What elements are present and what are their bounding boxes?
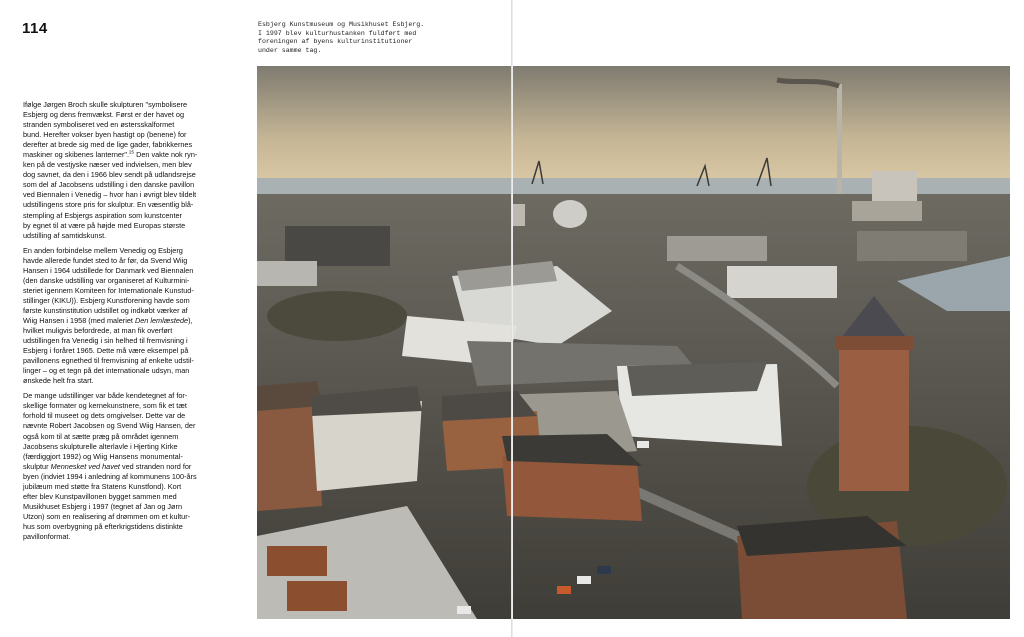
text-line: dog savnet, da den i 1966 blev sendt på udlandsrejse <box>23 170 196 180</box>
text-fragment: ), <box>188 315 193 325</box>
text-line: Esbjerg i foråret 1965. Dette må være eksempel på <box>23 346 189 356</box>
text-line: Hansen i 1964 udstillede for Danmark ved Biennalen <box>23 265 194 275</box>
apartment-block <box>257 261 317 286</box>
carport <box>287 581 347 611</box>
text-line-with-title <box>23 462 221 472</box>
car <box>637 441 649 448</box>
text-line: En anden forbindelse mellem Venedig og Esbjerg <box>23 245 183 255</box>
industrial-building <box>857 231 967 261</box>
paragraph-1 <box>23 100 221 241</box>
text-line-with-footnote <box>23 150 221 160</box>
paragraph-3 <box>23 391 221 542</box>
aerial-photo-illustration <box>257 66 1010 619</box>
text-line: stempling af Esbjergs aspiration som kunstcenter <box>23 210 182 220</box>
trees <box>267 291 407 341</box>
text-fragment: ved stranden nord for <box>119 461 192 471</box>
text-line: steriet igennem Komiteen for Internationale Kunstud- <box>23 285 194 295</box>
body-text <box>23 100 221 547</box>
caption-line: under samme tag. <box>258 46 322 54</box>
text-line: skellige formater og kernekunstnere, som fik et tæt <box>23 401 187 411</box>
car <box>457 606 471 614</box>
storage-tank <box>511 204 525 226</box>
text-line: ved Biennalen i Venedig – hvor han i øvrigt blev tildelt <box>23 190 197 200</box>
power-station-chimney <box>837 84 842 194</box>
water-tower-top <box>835 336 913 350</box>
text-fragment: skulptur <box>23 461 51 471</box>
caption-line: foreningen af byens kulturinstitutioner <box>258 38 413 46</box>
carport <box>267 546 327 576</box>
artwork-title: Den lemlæstede <box>134 315 189 325</box>
text-line: Esbjerg og dens fremvækst. Først er der havet og <box>23 110 185 120</box>
page-gutter <box>511 0 513 637</box>
brick-villa <box>502 456 642 521</box>
text-line: Ifølge Jørgen Broch skulle skulpturen "symbolisere <box>23 100 187 109</box>
text-line: hvilket muligvis befordrede, at man fik overført <box>23 326 173 336</box>
text-line: udstilling af samtidskunst. <box>23 230 107 240</box>
sky <box>257 66 1010 186</box>
text-fragment: Den vakte nok ryn- <box>136 150 198 160</box>
text-line: udstillingen fra Venedig i sin helhed til fremvisning i <box>23 336 188 346</box>
aerial-photo <box>257 66 1010 619</box>
warehouse <box>667 236 767 261</box>
warehouse <box>727 266 837 298</box>
text-line: pavillonens egnethed til fremvisning af enkelte udstil- <box>23 356 194 366</box>
text-line: forhold til museet og dets omgivelser. Dette var de <box>23 411 186 421</box>
text-line: (den danske udstilling var organiseret af Kulturmini- <box>23 275 190 285</box>
text-line: jubilæum med støtte fra Statens Kunstfond). Kort <box>23 481 182 491</box>
text-line: ken på de vestjyske næser ved indvielsen, men blev <box>23 160 192 170</box>
text-line: linger – og et tegn på det internationale udsyn, man <box>23 366 190 376</box>
artwork-title: Mennesket ved havet <box>50 461 120 471</box>
text-line: by egnet til at være på højde med Europas største <box>23 220 186 230</box>
footnote-marker: 25 <box>129 149 135 155</box>
text-line: ønskede helt fra start. <box>23 376 94 386</box>
text-line: De mange udstillinger var både kendetegnet af for- <box>23 391 188 401</box>
text-line: havde allerede fundet sted to år før, da Svend Wiig <box>23 255 188 265</box>
paragraph-2 <box>23 246 221 387</box>
photo-caption <box>258 21 438 55</box>
text-line: hus som overbygning på efterkrigstidens distinkte <box>23 521 183 531</box>
office-building <box>285 226 390 266</box>
car <box>557 586 571 594</box>
water-tower <box>839 341 909 491</box>
text-line: derefter at brede sig med de lige gader, fabrikkernes <box>23 140 193 150</box>
text-line: udstillingens store pris for skulptur. En væsentlig blå- <box>23 200 194 210</box>
text-line-with-title <box>23 316 221 326</box>
text-line: bund. Herefter vokser byen hastigt op (benene) for <box>23 130 187 140</box>
music-house-roof <box>627 362 767 396</box>
text-line: første kunstinstitution udstillet og indkøbt værker af <box>23 305 188 315</box>
text-line: byen (indviet 1994 i anledning af kommunens 100-års <box>23 471 197 481</box>
storage-tank <box>553 200 587 228</box>
text-line: nævnte Robert Jacobsen og Svend Wiig Hansen, der <box>23 421 196 431</box>
text-line: pavillonformat. <box>23 531 71 541</box>
text-line: stranden symboliseret ved en østersskalformet <box>23 120 175 130</box>
page-number: 114 <box>22 20 48 37</box>
text-fragment: maskiner og skibenes lanterner". <box>23 150 130 160</box>
text-line: (færdiggjort 1992) og Wiig Hansens monumental- <box>23 451 183 461</box>
text-line: Musikhuset Esbjerg i 1997 (tegnet af Jan og Jørn <box>23 501 182 511</box>
car <box>577 576 591 584</box>
power-station-annex <box>852 201 922 221</box>
text-line: Jacobsens skulpturelle alterlavle i Hjerting Kirke <box>23 441 178 451</box>
text-line: Utzon) som en realisering af drømmen om et kultur- <box>23 511 191 521</box>
text-line: som del af Jacobsens udstilling i den danske pavillon <box>23 180 195 190</box>
caption-line: I 1997 blev kulturhustanken fuldført med <box>258 29 417 37</box>
text-line: efter blev Kunstpavillonen bygget sammen med <box>23 491 177 501</box>
text-line: stillinger (KIKU)). Esbjerg Kunstforening havde som <box>23 295 190 305</box>
caption-line: Esbjerg Kunstmuseum og Musikhuset Esbjerg. <box>258 21 425 28</box>
text-line: også kom til at sætte præg på området igennem <box>23 431 179 441</box>
car <box>597 566 611 574</box>
text-fragment: Wiig Hansen i 1958 (med maleriet <box>23 315 135 325</box>
